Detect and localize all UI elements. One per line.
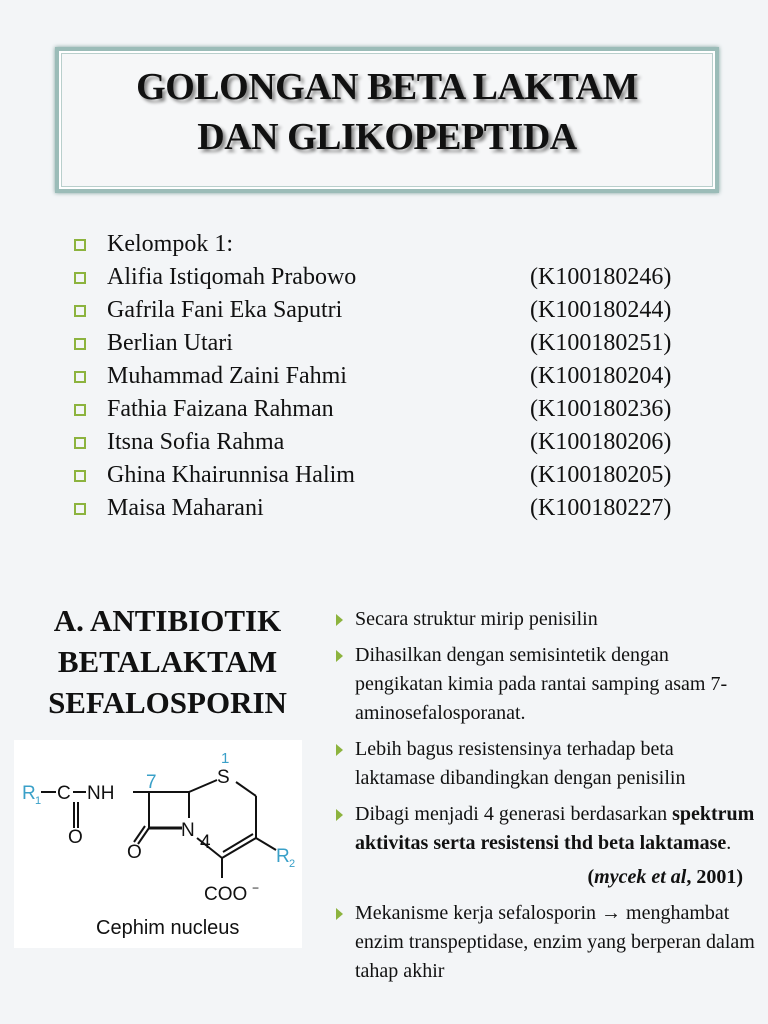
bullet-text: . [726,832,732,854]
bullet-list [335,605,755,993]
triangle-bullet-icon [336,809,343,821]
atom-o: O [127,842,142,863]
bullet-item [335,641,755,728]
cephem-structure-diagram [14,740,302,948]
member-id: (K100180206) [530,429,672,455]
square-bullet-icon [74,404,86,416]
member-name: Fathia Faizana Rahman [107,396,334,422]
member-name: Alifia Istiqomah Prabowo [107,264,357,290]
title-box [55,47,719,193]
member-id: (K100180236) [530,396,672,422]
r1-subscript: 1 [35,795,42,807]
charge: − [252,881,260,895]
member-id: (K100180227) [530,495,672,521]
bullet-text: Secara struktur mirip penisilin [355,608,598,630]
bullet-text: Mekanisme kerja sefalosporin → menghambat enzim transpeptidase, enzim yang berperan dalam tahap akhir [355,902,755,982]
r1-label: R [22,783,36,804]
bullet-item [335,800,755,858]
atom-c: C [57,783,71,804]
r2-label: R [276,846,290,867]
section-heading-line: SEFALOSPORIN [48,685,287,720]
section-heading [20,600,315,723]
member-item [72,492,712,525]
square-bullet-icon [74,371,86,383]
title-line-1: GOLONGAN BETA LAKTAM [136,66,638,108]
citation-author: mycek et al [594,866,687,888]
member-item [72,426,712,459]
section-heading-line: A. ANTIBIOTIK [53,603,282,638]
atom-nh: NH [87,783,115,804]
member-item [72,327,712,360]
position-1: 1 [221,750,230,767]
square-bullet-icon [74,470,86,482]
member-name: Muhammad Zaini Fahmi [107,363,347,389]
bullet-text: Lebih bagus resistensinya terhadap beta laktamase dibandingkan dengan penisilin [355,738,686,789]
citation-part: , 2001) [686,866,743,888]
atom-o: O [68,827,83,848]
bullet-text: Dihasilkan dengan semisintetik dengan pengikatan kimia pada rantai samping asam 7-aminosefalosporanat. [355,644,728,724]
member-name: Kelompok 1: [107,231,233,257]
atom-n: N [181,820,195,841]
square-bullet-icon [74,239,86,251]
member-id: (K100180205) [530,462,672,488]
citation [335,863,755,892]
member-id: (K100180246) [530,264,672,290]
member-item [72,261,712,294]
member-name: Itsna Sofia Rahma [107,429,285,455]
bullet-item [335,605,755,634]
square-bullet-icon [74,503,86,515]
carboxylate: COO [204,884,248,905]
square-bullet-icon [74,338,86,350]
section-heading-line: BETALAKTAM [57,644,278,679]
square-bullet-icon [74,437,86,449]
position-4: 4 [200,832,211,853]
cephem-structure-figure [14,740,302,948]
member-name: Ghina Khairunnisa Halim [107,462,355,488]
member-id: (K100180244) [530,297,672,323]
bullet-text: Dibagi menjadi 4 generasi berdasarkan [355,803,668,825]
bullet-item [335,735,755,793]
member-name: Gafrila Fani Eka Saputri [107,297,343,323]
member-id: (K100180251) [530,330,672,356]
position-7: 7 [146,772,157,793]
member-name: Berlian Utari [107,330,233,356]
r2-subscript: 2 [289,858,296,870]
triangle-bullet-icon [336,908,343,920]
member-name: Maisa Maharani [107,495,264,521]
square-bullet-icon [74,272,86,284]
title-line-2: DAN GLIKOPEPTIDA [197,116,577,158]
citation-part: ( [587,866,595,888]
member-item [72,459,712,492]
member-item [72,228,712,261]
member-item [72,294,712,327]
triangle-bullet-icon [336,650,343,662]
bullet-item [335,899,755,986]
member-item [72,360,712,393]
member-list [72,228,712,525]
figure-caption: Cephim nucleus [96,917,240,939]
triangle-bullet-icon [336,744,343,756]
square-bullet-icon [74,305,86,317]
bullet-bold-text: spektrum aktivitas serta resistensi thd beta laktamase [355,803,755,854]
atom-s: S [217,767,230,788]
member-id: (K100180204) [530,363,672,389]
triangle-bullet-icon [336,614,343,626]
member-item [72,393,712,426]
